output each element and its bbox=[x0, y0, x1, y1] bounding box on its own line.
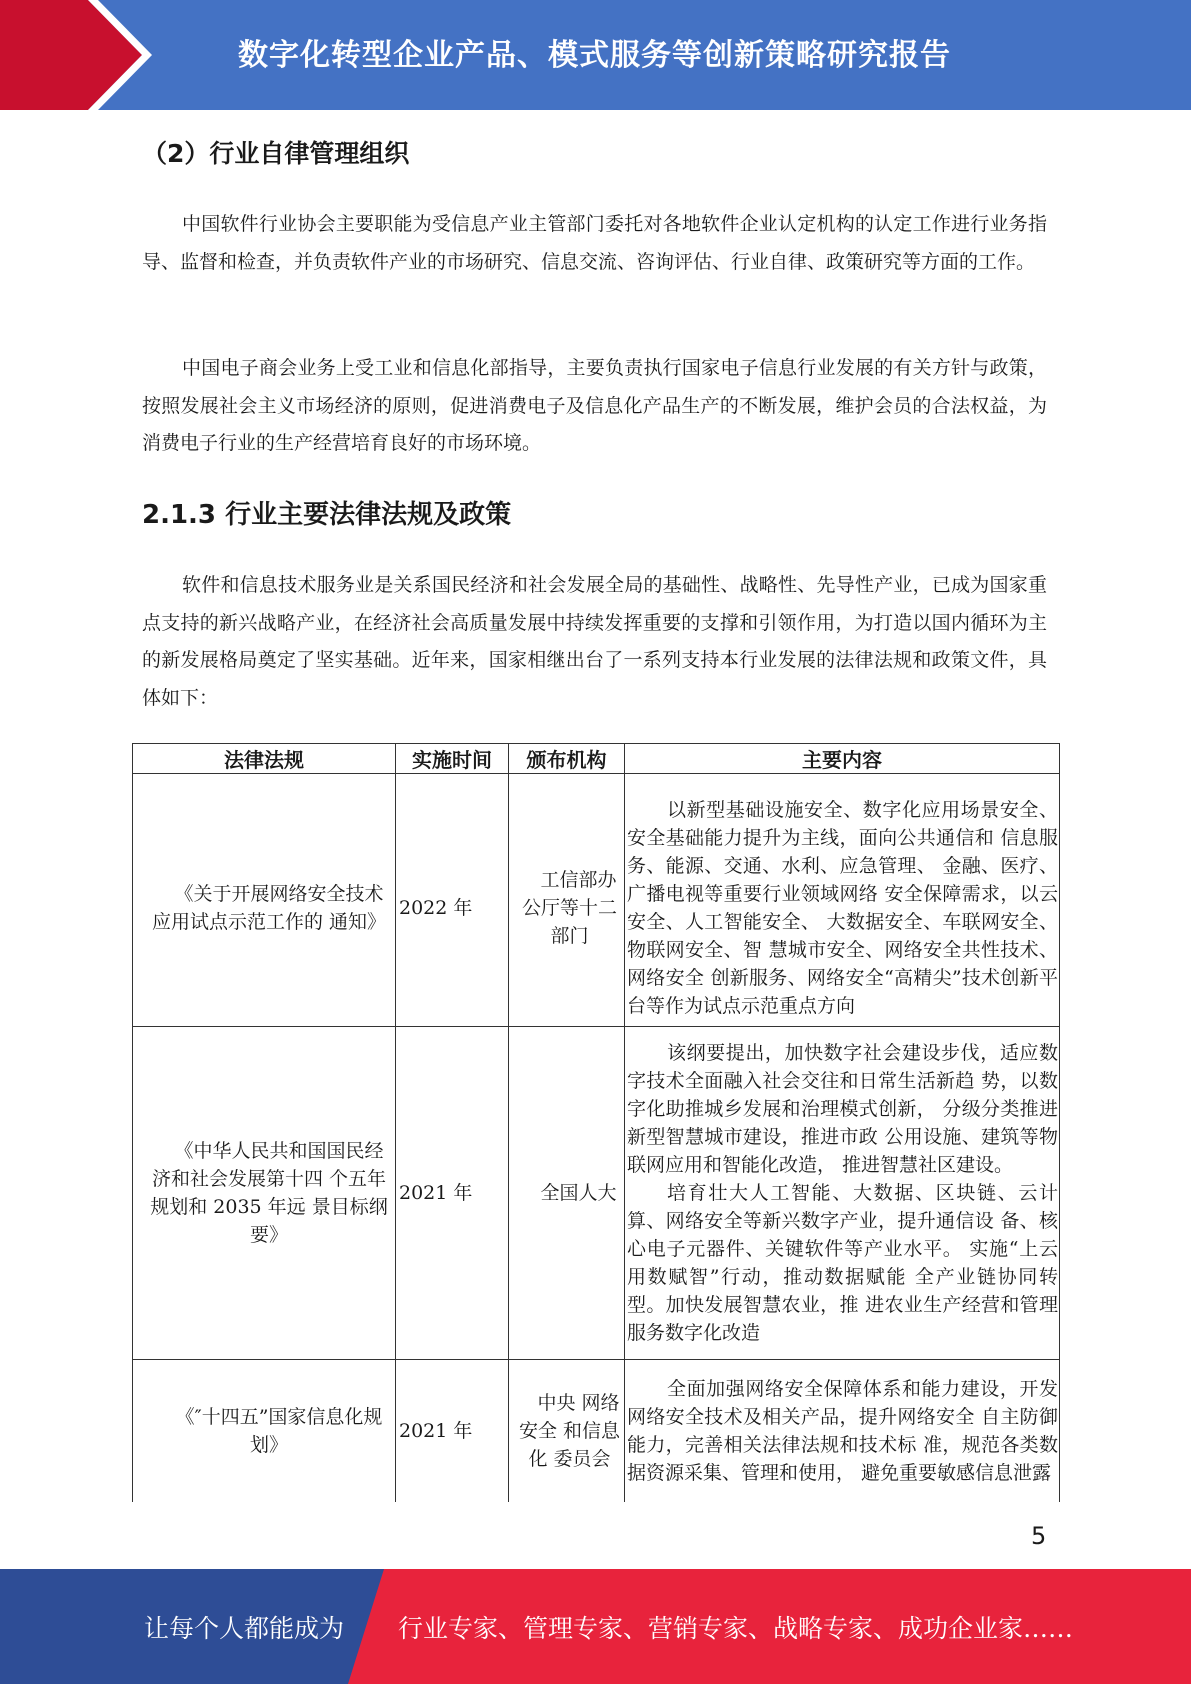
paragraph-industry-intro: 软件和信息技术服务业是关系国民经济和社会发展全局的基础性、战略性、先导性产业，已成为国家重点支持的新兴战略产业，在经济社会高质量发展中持续发挥重要的支撑和引领作用，为打造以国内循环为主的新发展格局奠定了坚实基础。近年来，国家相继出台了一系列支持本行业发展的法律法规和政策文件，具体如下： bbox=[142, 574, 1047, 709]
laws-table bbox=[132, 743, 1060, 1502]
law-issuer-cell: 工信部办 公厅等十二部门 bbox=[509, 774, 625, 1027]
header-title: 数字化转型企业产品、模式服务等创新策略研究报告 bbox=[238, 38, 951, 73]
subsection-heading: （2）行业自律管理组织 bbox=[142, 139, 410, 168]
column-header-law: 法律法规 bbox=[133, 744, 396, 774]
table-row bbox=[133, 1360, 1060, 1502]
law-date-cell: 2021 年 bbox=[396, 1027, 509, 1360]
footer-slogan-text: 行业专家、管理专家、营销专家、战略专家、成功企业家…… bbox=[398, 1614, 1074, 1643]
page-number: 5 bbox=[1031, 1522, 1047, 1550]
law-date-cell: 2022 年 bbox=[396, 774, 509, 1027]
column-header-content: 主要内容 bbox=[625, 744, 1060, 774]
paragraph-software-association: 中国软件行业协会主要职能为受信息产业主管部门委托对各地软件企业认定机构的认定工作进行业务指导、监督和检查，并负责软件产业的市场研究、信息交流、咨询评估、行业自律、政策研究等方面的工作。 bbox=[142, 213, 1047, 273]
footer-lead-text: 让每个人都能成为 bbox=[144, 1614, 345, 1643]
law-content-paragraph: 以新型基础设施安全、数字化应用场景安全、安全基础能力提升为主线，面向公共通信和 信息服务、能源、交通、水利、应急管理、 金融、医疗、广播电视等重要行业领域网络 安全保障需求，以云安全、人工智能安全、 大数据安全、车联网安全、物联网安全、智 慧城市安全、网络安全共性技术、网络安全 创新服务、网络安全“高精尖”技术创新平 台等作为试点示范重点方向 bbox=[627, 799, 1058, 1017]
law-issuer-cell: 全国人大 bbox=[509, 1027, 625, 1360]
law-name-cell: 《关于开展网络安全技术应用试点示范工作的 通知》 bbox=[133, 774, 396, 1027]
page-header bbox=[0, 0, 1191, 110]
law-content-paragraph: 培育壮大人工智能、大数据、区块链、云计算、网络安全等新兴数字产业，提升通信设 备、核心电子元器件、关键软件等产业水平。 实施“上云用数赋智”行动，推动数据赋能 全产业链协同转型。加快发展智慧农业，推 进农业生产经营和管理服务数字化改造 bbox=[627, 1182, 1058, 1344]
law-date-cell: 2021 年 bbox=[396, 1360, 509, 1502]
law-name-cell: 《″十四五”国家信息化规划》 bbox=[133, 1360, 396, 1502]
section-heading: 2.1.3 行业主要法律法规及政策 bbox=[142, 500, 512, 530]
table-row bbox=[133, 774, 1060, 1027]
column-header-issuer: 颁布机构 bbox=[509, 744, 625, 774]
law-name-cell: 《中华人民共和国国民经济和社会发展第十四 个五年规划和 2035 年远 景目标纲要》 bbox=[133, 1027, 396, 1360]
header-chevron-decoration bbox=[0, 0, 160, 110]
law-issuer-cell: 中央 网络安全 和信息化 委员会 bbox=[509, 1360, 625, 1502]
law-content-cell bbox=[625, 774, 1060, 1027]
law-content-cell bbox=[625, 1360, 1060, 1502]
page-footer bbox=[0, 1569, 1191, 1684]
table-header-row bbox=[133, 744, 1060, 774]
law-content-paragraph: 该纲要提出，加快数字社会建设步伐，适应数字技术全面融入社会交往和日常生活新趋 势，以数字化助推城乡发展和治理模式创新， 分级分类推进新型智慧城市建设，推进市政 公用设施、建筑等物联网应用和智能化改造， 推进智慧社区建设。 bbox=[627, 1042, 1058, 1176]
law-content-paragraph: 全面加强网络安全保障体系和能力建设，开发网络安全技术及相关产品，提升网络安全 自主防御能力，完善相关法律法规和技术标 准，规范各类数据资源采集、管理和使用， 避免重要敏感信息泄露 bbox=[627, 1377, 1058, 1484]
paragraph-electronics-chamber: 中国电子商会业务上受工业和信息化部指导，主要负责执行国家电子信息行业发展的有关方针与政策，按照发展社会主义市场经济的原则，促进消费电子及信息化产品生产的不断发展，维护会员的合法权益，为消费电子行业的生产经营培育良好的市场环境。 bbox=[142, 357, 1047, 454]
column-header-date: 实施时间 bbox=[396, 744, 509, 774]
table-row bbox=[133, 1027, 1060, 1360]
law-content-cell bbox=[625, 1027, 1060, 1360]
header-red-chevron bbox=[0, 0, 142, 110]
